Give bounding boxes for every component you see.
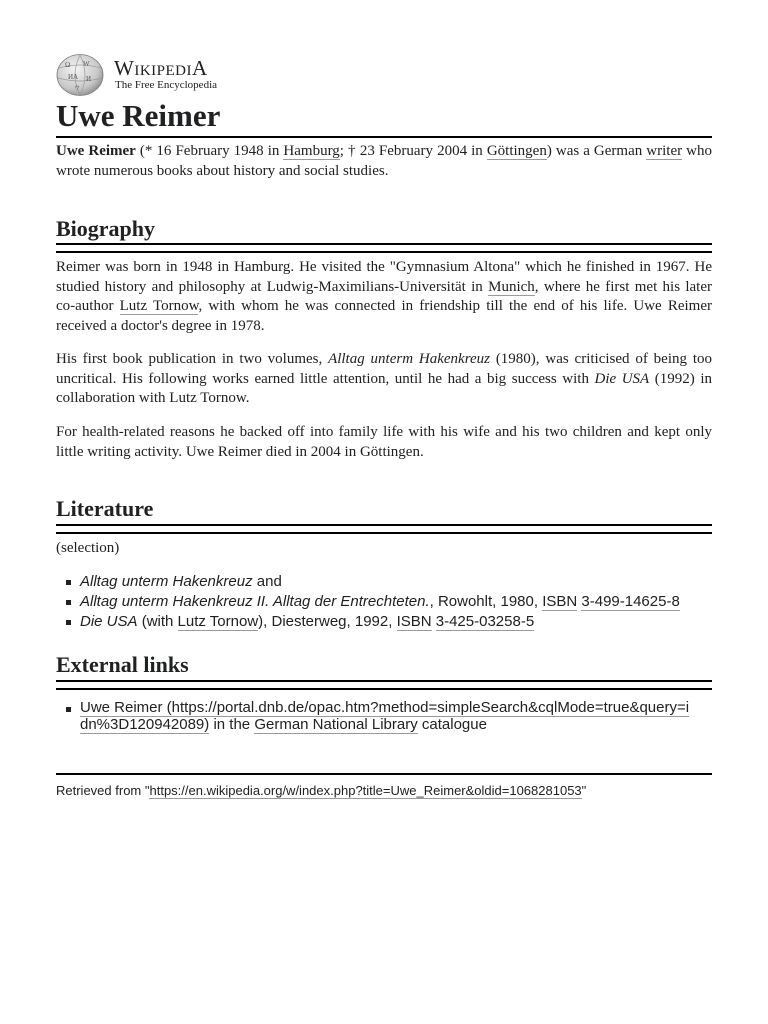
link-writer[interactable]: writer	[646, 143, 683, 159]
svg-text:И: И	[86, 75, 92, 83]
link-isbn-number[interactable]: 3-499-14625-8	[581, 593, 680, 610]
heading-external-links: External links	[56, 652, 189, 677]
intro-paragraph: Uwe Reimer (* 16 February 1948 in Hamburg; † 23 February 2004 in Göttingen) was a German writer who wrote numerous books about history and social studies.	[56, 143, 712, 179]
external-links-divider	[56, 680, 712, 690]
wikipedia-logo[interactable]	[56, 54, 256, 98]
link-gottingen[interactable]: Göttingen	[486, 143, 547, 159]
list-item: Uwe Reimer (https://portal.dnb.de/opac.htm?method=simpleSearch&cqlMode=true&query=i dn%3D120942089) in the German National Library catalogue	[56, 699, 712, 733]
link-retrieved-url[interactable]: https://en.wikipedia.org/w/index.php?title=Uwe_Reimer&oldid=1068281053	[149, 783, 582, 798]
link-lutz-tornow[interactable]: Lutz Tornow	[119, 298, 199, 314]
svg-text:W: W	[83, 60, 90, 68]
wikipedia-tagline: The Free Encyclopedia	[115, 79, 218, 91]
svg-text:ウ: ウ	[74, 86, 81, 92]
bullet-icon	[66, 620, 71, 625]
page-title: Uwe Reimer	[56, 98, 221, 133]
subject-name: Uwe Reimer	[56, 143, 136, 159]
bullet-icon	[66, 707, 71, 712]
svg-text:Ω: Ω	[65, 61, 71, 69]
footer-divider	[56, 773, 712, 775]
biography-paragraph-3: For health-related reasons he backed off into family life with his wife and his two children and kept only little writing activity. Uwe Reimer died in 2004 in Göttingen.	[56, 424, 712, 460]
link-isbn[interactable]: ISBN	[396, 613, 432, 630]
wikipedia-wordmark: WikipediA	[114, 56, 208, 80]
heading-literature: Literature	[56, 496, 154, 521]
literature-list	[56, 572, 712, 632]
external-links-list	[56, 699, 712, 733]
link-munich[interactable]: Munich	[488, 278, 535, 295]
biography-paragraph-1: Reimer was born in 1948 in Hamburg. He visited the "Gymnasium Altona" which he finished in 1967. He studied history and philosophy at Ludwig-Maximilians-Universität in Munich, where he first met his later co-author Lutz Tornow, with whom he was connected in friendship till the end of his life. Uwe Reimer received a doctor's degree in 1978.	[56, 259, 713, 334]
link-isbn-number[interactable]: 3-425-03258-5	[435, 613, 535, 630]
list-item: Alltag unterm Hakenkreuz and	[56, 572, 712, 592]
biography-paragraph-2: His first book publication in two volumes, Alltag unterm Hakenkreuz (1980), was criticised of being too uncritical. His following works earned little attention, until he had a big success with Die USA (1992) in collaboration with Lutz Tornow.	[56, 351, 713, 406]
literature-note: (selection)	[56, 540, 120, 556]
retrieved-from: Retrieved from "https://en.wikipedia.org/w/index.php?title=Uwe_Reimer&oldid=1068281053"	[56, 783, 587, 798]
bullet-icon	[66, 600, 71, 605]
wikipedia-globe-icon	[56, 54, 104, 96]
link-dnb-catalogue[interactable]: Uwe Reimer (https://portal.dnb.de/opac.htm?method=simpleSearch&cqlMode=true&query=i dn%3D120942089)	[80, 699, 690, 733]
list-item: Die USA (with Lutz Tornow), Diesterweg, 1992, ISBN 3-425-03258-5	[56, 612, 712, 632]
literature-divider	[56, 524, 712, 534]
biography-divider	[56, 243, 712, 253]
heading-biography: Biography	[56, 216, 156, 241]
link-isbn[interactable]: ISBN	[542, 593, 578, 610]
bullet-icon	[66, 580, 71, 585]
list-item: Alltag unterm Hakenkreuz II. Alltag der Entrechteten., Rowohlt, 1980, ISBN 3-499-14625-8	[56, 592, 712, 612]
link-lutz-tornow[interactable]: Lutz Tornow	[177, 613, 259, 630]
svg-text:ИА: ИА	[68, 73, 79, 81]
link-hamburg[interactable]: Hamburg	[283, 143, 340, 159]
link-german-national-library[interactable]: German National Library	[254, 716, 418, 733]
title-divider	[56, 136, 712, 138]
